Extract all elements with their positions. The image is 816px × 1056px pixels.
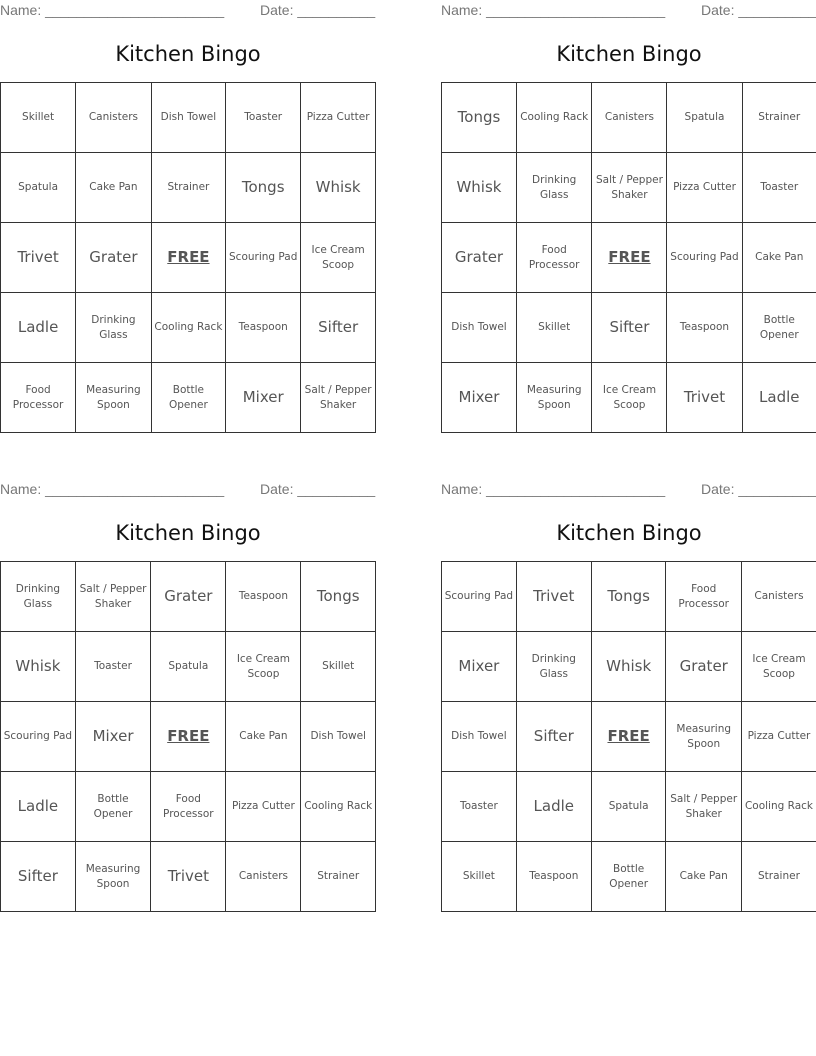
- bingo-row: [442, 632, 816, 702]
- bingo-cell: Bottle Opener: [591, 842, 666, 912]
- card-title: Kitchen Bingo: [556, 521, 702, 545]
- bingo-cell: Ice Cream Scoop: [226, 632, 301, 702]
- bingo-cell: Mixer: [226, 363, 301, 433]
- bingo-cell: Food Processor: [666, 562, 741, 632]
- bingo-cell: Tongs: [301, 562, 376, 632]
- bingo-cell: Sifter: [592, 293, 667, 363]
- bingo-cell: Trivet: [516, 562, 591, 632]
- free-space: FREE: [591, 702, 666, 772]
- name-field-label: Name: _______________________: [0, 2, 225, 18]
- name-date-line: [441, 479, 816, 501]
- bingo-row: [442, 562, 816, 632]
- bingo-cell: Teaspoon: [516, 842, 591, 912]
- bingo-cell: Cooling Rack: [301, 772, 376, 842]
- bingo-cell: Ladle: [516, 772, 591, 842]
- bingo-cell: Toaster: [742, 153, 816, 223]
- bingo-cell: Spatula: [667, 83, 742, 153]
- date-field-label: Date: __________: [260, 481, 376, 497]
- bingo-grid: [0, 561, 376, 912]
- bingo-cell: Bottle Opener: [75, 772, 150, 842]
- date-field-label: Date: __________: [701, 2, 816, 18]
- name-field-label: Name: _______________________: [0, 481, 225, 497]
- bingo-cell: Trivet: [1, 223, 76, 293]
- bingo-cell: Strainer: [741, 842, 816, 912]
- bingo-cell: Tongs: [591, 562, 666, 632]
- bingo-cell: Cooling Rack: [516, 83, 591, 153]
- bingo-cell: Dish Towel: [151, 83, 226, 153]
- bingo-cell: Grater: [151, 562, 226, 632]
- bingo-cell: Scouring Pad: [667, 223, 742, 293]
- bingo-cell: Bottle Opener: [151, 363, 226, 433]
- free-space: FREE: [151, 223, 226, 293]
- bingo-row: [442, 702, 816, 772]
- bingo-cell: Dish Towel: [301, 702, 376, 772]
- bingo-cell: Ice Cream Scoop: [301, 223, 376, 293]
- free-space: FREE: [592, 223, 667, 293]
- bingo-cell: Grater: [442, 223, 517, 293]
- bingo-row: [1, 83, 376, 153]
- bingo-row: [1, 293, 376, 363]
- bingo-row: [1, 632, 376, 702]
- bingo-cell: Salt / Pepper Shaker: [666, 772, 741, 842]
- bingo-row: [442, 83, 816, 153]
- bingo-cell: Scouring Pad: [226, 223, 301, 293]
- bingo-cell: Canisters: [76, 83, 151, 153]
- bingo-cell: Toaster: [442, 772, 517, 842]
- bingo-cell: Mixer: [442, 632, 517, 702]
- bingo-cell: Toaster: [226, 83, 301, 153]
- bingo-cell: Teaspoon: [226, 293, 301, 363]
- bingo-cell: Mixer: [75, 702, 150, 772]
- bingo-cell: Trivet: [151, 842, 226, 912]
- bingo-cell: Measuring Spoon: [75, 842, 150, 912]
- bingo-cell: Food Processor: [516, 223, 591, 293]
- free-space: FREE: [151, 702, 226, 772]
- bingo-cell: Pizza Cutter: [301, 83, 376, 153]
- bingo-cell: Teaspoon: [226, 562, 301, 632]
- bingo-cell: Strainer: [301, 842, 376, 912]
- bingo-cell: Strainer: [742, 83, 816, 153]
- bingo-grid: [441, 82, 816, 433]
- bingo-cell: Food Processor: [1, 363, 76, 433]
- date-field-label: Date: __________: [701, 481, 816, 497]
- bingo-cell: Toaster: [75, 632, 150, 702]
- bingo-row: [1, 562, 376, 632]
- bingo-cell: Scouring Pad: [442, 562, 517, 632]
- bingo-row: [1, 363, 376, 433]
- bingo-cell: Cooling Rack: [741, 772, 816, 842]
- bingo-cell: Ladle: [1, 293, 76, 363]
- bingo-cell: Canisters: [741, 562, 816, 632]
- bingo-cell: Cake Pan: [742, 223, 816, 293]
- bingo-cell: Dish Towel: [442, 702, 517, 772]
- bingo-cell: Trivet: [667, 363, 742, 433]
- bingo-row: [442, 293, 816, 363]
- bingo-row: [1, 842, 376, 912]
- bingo-cell: Spatula: [591, 772, 666, 842]
- bingo-cell: Whisk: [442, 153, 517, 223]
- bingo-cell: Canisters: [226, 842, 301, 912]
- name-field-label: Name: _______________________: [441, 2, 666, 18]
- bingo-cell: Whisk: [301, 153, 376, 223]
- bingo-cell: Ladle: [1, 772, 76, 842]
- bingo-cell: Measuring Spoon: [666, 702, 741, 772]
- bingo-cell: Drinking Glass: [516, 153, 591, 223]
- bingo-cell: Skillet: [301, 632, 376, 702]
- date-field-label: Date: __________: [260, 2, 376, 18]
- bingo-cell: Cake Pan: [76, 153, 151, 223]
- name-date-line: [441, 0, 816, 22]
- bingo-cell: Spatula: [151, 632, 226, 702]
- bingo-card: [441, 479, 816, 914]
- bingo-cell: Cooling Rack: [151, 293, 226, 363]
- bingo-cell: Sifter: [301, 293, 376, 363]
- bingo-cell: Canisters: [592, 83, 667, 153]
- bingo-cell: Skillet: [442, 842, 517, 912]
- bingo-card: [0, 0, 376, 435]
- bingo-cell: Spatula: [1, 153, 76, 223]
- card-title: Kitchen Bingo: [115, 42, 261, 66]
- bingo-row: [442, 223, 816, 293]
- bingo-cell: Dish Towel: [442, 293, 517, 363]
- bingo-cell: Ice Cream Scoop: [741, 632, 816, 702]
- bingo-row: [1, 223, 376, 293]
- bingo-cell: Sifter: [1, 842, 76, 912]
- bingo-cell: Drinking Glass: [76, 293, 151, 363]
- bingo-row: [1, 153, 376, 223]
- bingo-row: [442, 363, 816, 433]
- bingo-cell: Tongs: [442, 83, 517, 153]
- card-title: Kitchen Bingo: [115, 521, 261, 545]
- bingo-cell: Cake Pan: [666, 842, 741, 912]
- bingo-cell: Pizza Cutter: [226, 772, 301, 842]
- bingo-cell: Grater: [76, 223, 151, 293]
- bingo-cell: Scouring Pad: [1, 702, 76, 772]
- bingo-row: [1, 772, 376, 842]
- bingo-cell: Bottle Opener: [742, 293, 816, 363]
- bingo-card: [0, 479, 376, 914]
- bingo-cell: Sifter: [516, 702, 591, 772]
- bingo-cell: Salt / Pepper Shaker: [592, 153, 667, 223]
- bingo-cell: Food Processor: [151, 772, 226, 842]
- bingo-cell: Ladle: [742, 363, 816, 433]
- name-date-line: [0, 479, 376, 501]
- bingo-cell: Salt / Pepper Shaker: [301, 363, 376, 433]
- bingo-cell: Drinking Glass: [516, 632, 591, 702]
- bingo-cell: Pizza Cutter: [667, 153, 742, 223]
- bingo-cell: Skillet: [516, 293, 591, 363]
- bingo-cell: Drinking Glass: [1, 562, 76, 632]
- name-date-line: [0, 0, 376, 22]
- bingo-cell: Cake Pan: [226, 702, 301, 772]
- card-title: Kitchen Bingo: [556, 42, 702, 66]
- bingo-cell: Ice Cream Scoop: [592, 363, 667, 433]
- bingo-cell: Measuring Spoon: [76, 363, 151, 433]
- bingo-row: [442, 153, 816, 223]
- bingo-row: [1, 702, 376, 772]
- bingo-cell: Strainer: [151, 153, 226, 223]
- bingo-cell: Mixer: [442, 363, 517, 433]
- bingo-cell: Grater: [666, 632, 741, 702]
- bingo-cell: Teaspoon: [667, 293, 742, 363]
- bingo-cell: Whisk: [1, 632, 76, 702]
- bingo-cell: Pizza Cutter: [741, 702, 816, 772]
- bingo-cell: Salt / Pepper Shaker: [75, 562, 150, 632]
- bingo-cell: Measuring Spoon: [516, 363, 591, 433]
- name-field-label: Name: _______________________: [441, 481, 666, 497]
- bingo-grid: [441, 561, 816, 912]
- bingo-row: [442, 772, 816, 842]
- bingo-row: [442, 842, 816, 912]
- bingo-card: [441, 0, 816, 435]
- bingo-cell: Whisk: [591, 632, 666, 702]
- bingo-grid: [0, 82, 376, 433]
- bingo-cell: Skillet: [1, 83, 76, 153]
- bingo-cell: Tongs: [226, 153, 301, 223]
